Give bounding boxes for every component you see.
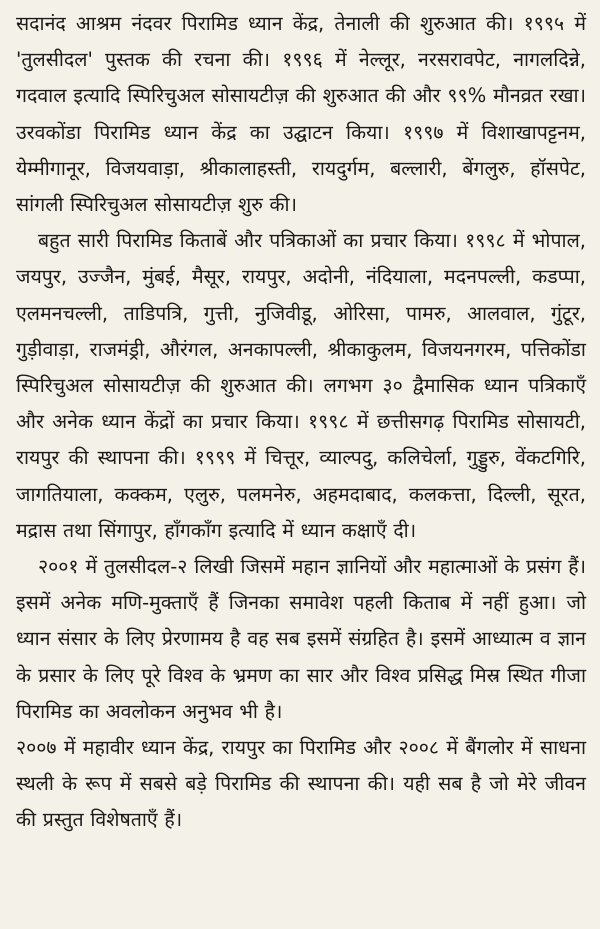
paragraph-4: २००७ में महावीर ध्यान केंद्र, रायपुर का पिरामिड और २००८ में बैंगलोर में साधना स्थली के रूप में सबसे बड़े पिरामिड की स्थापना की। यही सब है जो मेरे जीवन की प्रस्तुत विशेषताएँ हैं। bbox=[16, 736, 586, 832]
paragraph-2: बहुत सारी पिरामिड किताबें और पत्रिकाओं का प्रचार किया। १९९८ में भोपाल, जयपुर, उज्जैन, मुंबई, मैसूर, रायपुर, अदोनी, नंदियाला, मदनपल्ली, कडप्पा, एलमनचल्ली, ताडिपत्रि, गुत्ती, नुजिवीडू, ओरिसा, पामरु, आलवाल, गुंटूर, गुड़ीवाड़ा, राजमंड्री, औरंगल, अनकापल्ली, श्रीकाकुलम, विजयनगरम, पत्तिकोंडा स्पिरिचुअल सोसायटीज़ की शुरुआत की। लगभग ३० द्वैमासिक ध्यान पत्रिकाएँ और अनेक ध्यान केंद्रों का प्रचार किया। १९९८ में छत्तीसगढ़ पिरामिड सोसायटी, रायपुर की स्थापना की। १९९९ में चित्तूर, व्याल्पदु, कलिचेर्ला, गुड्डुरु, वेंकटगिरि, जागतियाला, कक्कम, एलुरु, पलमनेरु, अहमदाबाद, कलकत्ता, दिल्ली, सूरत, मद्रास तथा सिंगापुर, हाँगकाँग इत्यादि में ध्यान कक्षाएँ दी। bbox=[16, 229, 586, 542]
paragraph-1: सदानंद आश्रम नंदवर पिरामिड ध्यान केंद्र, तेनाली की शुरुआत की। १९९५ में 'तुलसीदल' पुस्तक की रचना की। १९९६ में नेल्लूर, नरसरावपेट, नागलदिन्ने, गदवाल इत्यादि स्पिरिचुअल सोसायटीज़ की शुरुआत की और ९९% मौनव्रत रखा। उरवकोंडा पिरामिड ध्यान केंद्र का उद्घाटन किया। १९९७ में विशाखापट्टनम, येम्मीगानूर, विजयवाड़ा, श्रीकालाहस्ती, रायदुर्गम, बल्लारी, बेंगलुरु, हॉसपेट, सांगली स्पिरिचुअल सोसायटीज़ शुरु की। bbox=[16, 12, 586, 217]
paragraph-3: २००१ में तुलसीदल-२ लिखी जिसमें महान ज्ञानियों और महात्माओं के प्रसंग हैं। इसमें अनेक मणि-मुक्ताएँ हैं जिनका समावेश पहली किताब में नहीं हुआ। जो ध्यान संसार के लिए प्रेरणामय है वह सब इसमें संग्रहित है। इसमें आध्यात्म व ज्ञान के प्रसार के लिए पूरे विश्व के भ्रमण का सार और विश्व प्रसिद्ध मिस्र स्थित गीजा पिरामिड का अवलोकन अनुभव भी है। bbox=[16, 555, 586, 723]
